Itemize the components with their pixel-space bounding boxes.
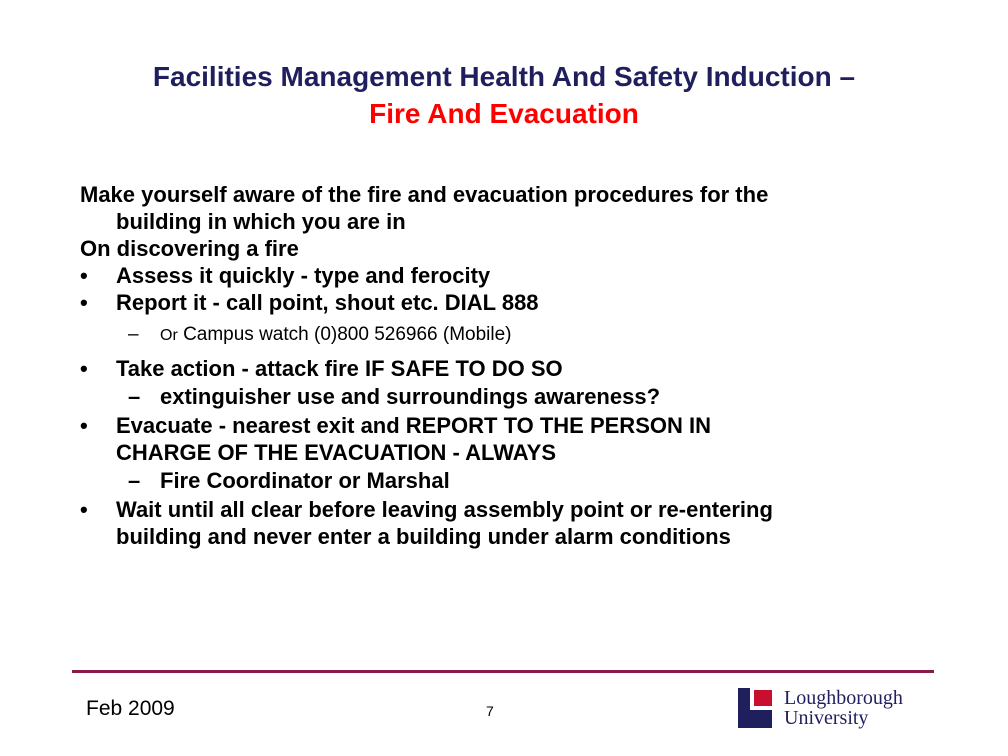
bullet-report bbox=[80, 289, 980, 316]
sub-dash: – bbox=[128, 468, 141, 493]
bullet-wait bbox=[80, 496, 980, 550]
slide-body bbox=[80, 181, 980, 550]
sub-campus-watch bbox=[80, 321, 980, 350]
sub-dash: – bbox=[128, 324, 139, 345]
intro-line-1: Make yourself aware of the fire and evacuation procedures for the bbox=[80, 182, 769, 207]
bullet-text-line-2: building and never enter a building under alarm conditions bbox=[116, 524, 731, 549]
footer-divider bbox=[72, 670, 934, 673]
bullet-marker: • bbox=[80, 263, 88, 288]
slide-title bbox=[40, 58, 968, 132]
bullet-marker: • bbox=[80, 356, 88, 381]
sub-coordinator bbox=[80, 466, 980, 496]
bullet-text: Report it - call point, shout etc. DIAL 888 bbox=[116, 290, 539, 315]
bullet-text-line-1: Wait until all clear before leaving assembly point or re-entering bbox=[116, 497, 773, 522]
logo-wordmark bbox=[784, 688, 903, 728]
sub-extinguisher bbox=[80, 382, 980, 412]
intro-line-2: building in which you are in bbox=[116, 209, 406, 234]
sub-text: extinguisher use and surroundings awareness? bbox=[160, 384, 661, 409]
footer-date: Feb 2009 bbox=[86, 697, 175, 720]
title-line-2: Fire And Evacuation bbox=[369, 98, 639, 129]
intro-paragraph bbox=[80, 181, 980, 235]
bullet-text-line-2: CHARGE OF THE EVACUATION - ALWAYS bbox=[116, 440, 557, 465]
sub-or-prefix: Or bbox=[160, 327, 178, 344]
bullet-marker: • bbox=[80, 290, 88, 315]
bullet-take-action bbox=[80, 355, 980, 382]
logo-line-2: University bbox=[784, 707, 869, 729]
bullet-text: Take action - attack fire IF SAFE TO DO SO bbox=[116, 356, 563, 381]
logo-mark-icon bbox=[738, 688, 778, 730]
page-number: 7 bbox=[486, 703, 494, 719]
bullet-assess bbox=[80, 262, 980, 289]
bullet-text: Assess it quickly - type and ferocity bbox=[116, 263, 491, 288]
sub-dash: – bbox=[128, 384, 141, 409]
university-logo bbox=[738, 688, 938, 730]
bullet-marker: • bbox=[80, 413, 88, 438]
sub-text: Fire Coordinator or Marshal bbox=[160, 468, 450, 493]
discovering-heading: On discovering a fire bbox=[80, 236, 299, 261]
sub-campus-text: Campus watch (0)800 526966 (Mobile) bbox=[183, 324, 512, 345]
bullet-marker: • bbox=[80, 497, 88, 522]
bullet-text-line-1: Evacuate - nearest exit and REPORT TO THE PERSON IN bbox=[116, 413, 711, 438]
title-line-1: Facilities Management Health And Safety Induction – bbox=[152, 61, 856, 92]
logo-line-1: Loughborough bbox=[784, 687, 903, 709]
bullet-evacuate bbox=[80, 412, 980, 466]
